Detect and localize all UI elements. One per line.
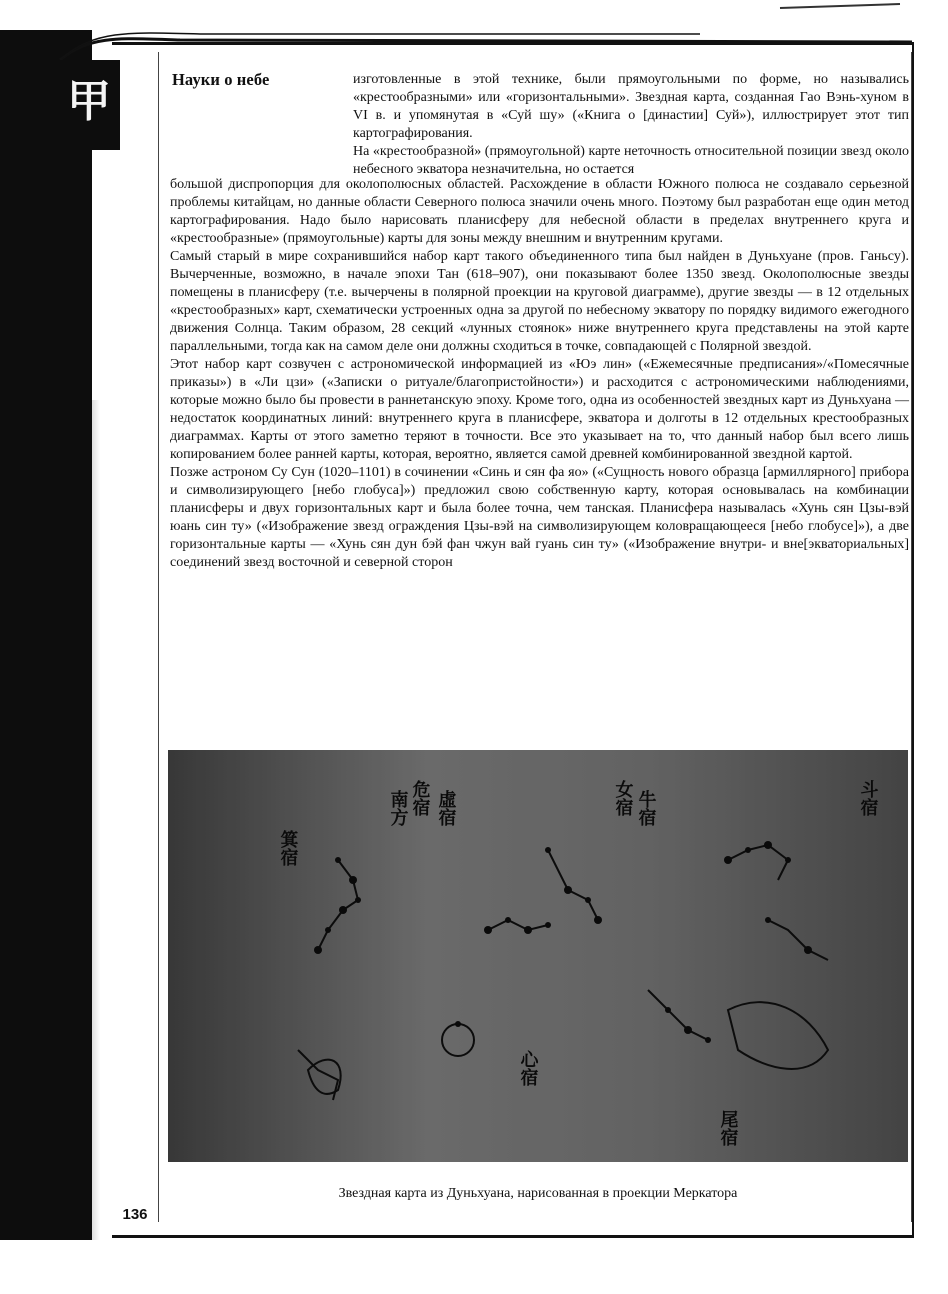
intro-column: [353, 71, 909, 179]
svg-text:尾宿: 尾宿: [717, 1110, 739, 1146]
star-map-image: [168, 750, 908, 1162]
svg-text:南方: 南方: [387, 790, 409, 826]
intro-paragraph-1: изготовленные в этой технике, были прямоугольными по форме, но назывались «крестообразными» или «горизонтальными». Звездная карта, созданная Гао Вэнь-хуном в VI в. и упомянутая в «Суй шу» («Книга о [династии] Суй»), иллюстрирует этот тип картографирования.: [353, 72, 909, 141]
star-map-figure: [168, 750, 908, 1162]
svg-text:危宿: 危宿: [409, 780, 431, 816]
spine-fade: [40, 400, 100, 1240]
body-paragraph: Этот набор карт созвучен с астрономической информацией из «Юэ лин» («Ежемесячные предписания»/«Помесячные приказы») в «Ли цзи» («Записки о ритуале/благопристойности») и расходится с астрономическими наблюдениями, которые можно было бы провести в раннетанскую эпоху. Кроме того, одна из особенностей звездных карт из Дуньхуана — недостаток координатных линий: внутреннего круга в планисфере, экватора и долготы в 12 отдельных крестообразных диаграммах. Карты от этого заметно теряют в точности. Все это указывает на то, что данный набор был всего лишь копированием более ранней карты, которая, вероятно, является самой древней комбинированной звездной картой.: [170, 357, 909, 462]
svg-text:斗宿: 斗宿: [857, 780, 879, 816]
section-heading: Науки о небе: [172, 70, 270, 89]
body-paragraph: большой диспропорция для околополюсных областей. Расхождение в области Южного полюса не создавало серьезной проблемы китайцам, но данные области Северного полюса значили очень много. Поэтому был разработан еще один метод картографирования. Надо было нарисовать планисферу для небесной области в пределах внутреннего круга и «крестообразные» (прямоугольные) карты для зоны между внешним и внутренним кругами.: [170, 177, 909, 246]
page-spine: [0, 0, 120, 1294]
page-number: 136: [122, 1206, 148, 1223]
svg-text:牛宿: 牛宿: [635, 790, 657, 826]
body-paragraph: Позже астроном Су Сун (1020–1101) в сочинении «Синь и сян фа яо» («Сущность нового образца [армиллярного] прибора и символизирующего [небо глобуса]») предложил свою собственную карту, которая основывалась на комбинации планисферы и двух горизонтальных карт и была более точна, чем танская. Планисфера называлась «Хунь сян Цзы-вэй юань син ту» («Изображение звезд ограждения Цзы-вэй на символизирующем коловращающееся [небо глобусе]»), а две горизонтальные карты — «Хунь сян дун бэй фан чжун вай гуань син ту» («Изображение внутри- и вне[экваториальных] соединений звезд восточной и северной сторон: [170, 465, 909, 570]
svg-text:箕宿: 箕宿: [277, 830, 299, 866]
svg-text:女宿: 女宿: [612, 780, 634, 816]
figure-caption: Звездная карта из Дуньхуана, нарисованная в проекции Меркатора: [338, 1186, 738, 1201]
body-text: [170, 176, 909, 572]
chapter-glyph-icon: 甲: [67, 77, 111, 126]
intro-paragraph-2: На «крестообразной» (прямоугольной) карте неточность относительной позиции звезд около небесного экватора незначительна, но остается: [353, 144, 909, 177]
svg-text:虛宿: 虛宿: [435, 790, 457, 826]
svg-text:心宿: 心宿: [517, 1050, 539, 1086]
body-paragraph: Самый старый в мире сохранившийся набор карт такого объединенного типа был найден в Дуньхуане (пров. Ганьсу). Вычерченные, возможно, в начале эпохи Тан (618–907), они показывают более 1350 звезд. Околополюсные звезды помещены в планисферу (т.е. вычерчены в полярной проекции на круговой диаграмме), другие звезды — в 12 отдельных «крестообразных» карт, схематически устроенных одна за другой по небесному экватору по порядку видимого ежегодного движения Солнца. Таким образом, 28 секций «лунных стоянок» ниже внутреннего круга представлены на этой карте параллельными, тогда как на самом деле они должны сходиться в точке, совпадающей с Полярной звездой.: [170, 249, 909, 354]
